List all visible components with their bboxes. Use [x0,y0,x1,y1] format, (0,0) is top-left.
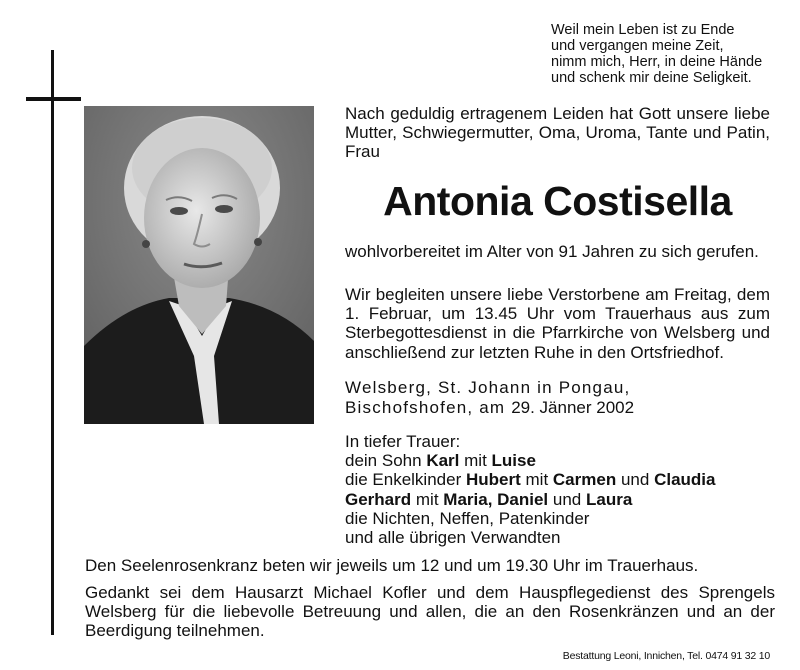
cross-icon-bar [26,97,81,101]
verse-line: und vergangen meine Zeit, [551,38,724,54]
son-prefix: dein Sohn [345,451,422,471]
date-line [345,398,770,418]
grandchild-name: Laura [586,489,633,509]
grandchild-name: Carmen [552,470,617,490]
funeral-text: Wir begleiten unsere liebe Verstorbene am Freitag, dem 1. Februar, um 13.45 Uhr vom Trauerhaus aus zum Sterbegottesdienst in die Pfarrkirche von Welsberg und anschließend zur letzten Ruhe in den Ortsfriedhof. [345,285,770,362]
son-name: Karl [426,451,460,471]
verse-line: nimm mich, Herr, in deine Hände [551,54,763,70]
intro-text: Nach geduldig ertragenem Leiden hat Gott unsere liebe Mutter, Schwiegermutter, Oma, Uroma, Tante und Patin, Frau [345,104,770,162]
date-prefix: Bischofshofen, am [345,397,506,417]
grandchild-name: Gerhard [345,489,412,509]
mourners-heading: In tiefer Trauer: [345,432,461,451]
mourner-son [345,451,775,470]
son-mid: mit [464,451,487,471]
grandchild-mid: mit [415,489,439,509]
cross-icon [51,50,54,635]
grandchild-name: Claudia [654,470,716,490]
verse-line: und schenk mir deine Seligkeit. [551,70,752,86]
portrait-photo [84,106,314,424]
grandchild-name: Hubert [465,470,521,490]
verse-line: Weil mein Leben ist zu Ende [551,22,735,38]
thanks-text: Gedankt sei dem Hausarzt Michael Kofler und dem Hauspflegedienst des Sprengels Welsberg für die liebevolle Betreuung und allen, die an den Rosenkränzen und an der Beerdigung teilnehmen. [85,583,775,641]
grandchild-name: Maria, Daniel [443,489,549,509]
mourner-relatives: und alle übrigen Verwandten [345,528,561,548]
grandchild-mid: mit [525,470,549,490]
undertaker-footer: Bestattung Leoni, Innichen, Tel. 0474 91 32 10 [562,650,770,662]
place-date [345,378,770,417]
mourner-nieces: die Nichten, Neffen, Patenkinder [345,508,590,528]
date-value: 29. Jänner 2002 [511,397,635,417]
mourner-grandchildren [345,470,775,489]
grandchild-and: und [620,470,650,490]
deceased-name: Antonia Costisella [383,178,732,224]
age-text: wohlvorbereitet im Alter von 91 Jahren zu sich gerufen. [345,242,759,261]
mourner-grandchildren-2 [345,490,775,509]
place-line: Welsberg, St. Johann in Pongau, [345,378,631,397]
grandchildren-prefix: die Enkelkinder [345,470,462,490]
verse [551,22,781,86]
mourners-list [345,432,775,547]
grandchild-and: und [552,489,582,509]
son-partner: Luise [491,451,536,471]
rosary-text: Den Seelenrosenkranz beten wir jeweils um 12 und um 19.30 Uhr im Trauerhaus. [85,556,699,575]
